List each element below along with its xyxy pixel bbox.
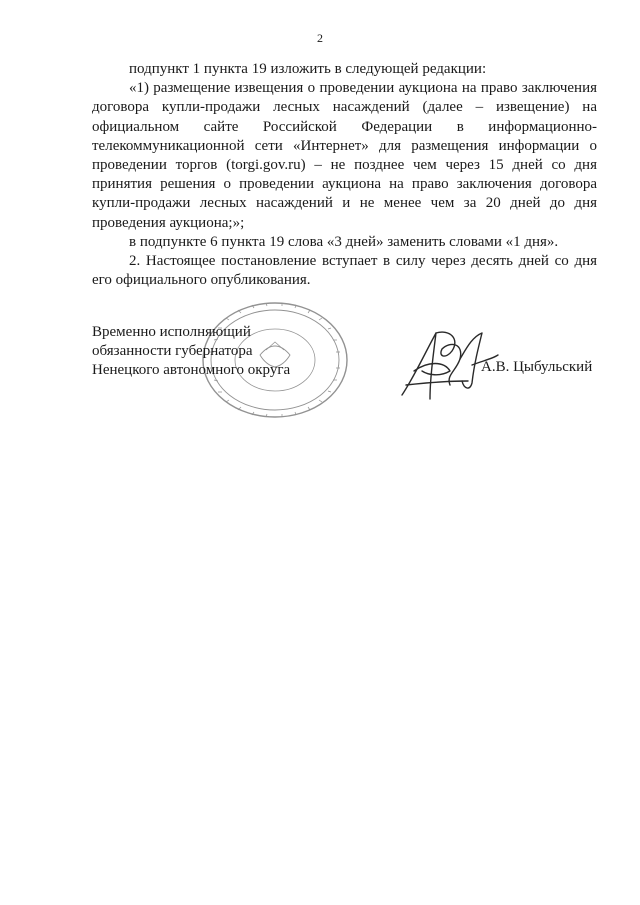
signatory-name: А.В. Цыбульский	[481, 359, 593, 375]
paragraph-effective-date: 2. Настоящее постановление вступает в силу через десять дней со дня его официального опубликования.	[92, 253, 597, 289]
signatory-title-line: Ненецкого автономного округа	[92, 362, 291, 379]
signatory-title	[92, 323, 290, 381]
paragraph-amendment-subitem-6: в подпункте 6 пункта 19 слова «3 дней» заменить словами «1 дня».	[129, 233, 559, 250]
signatory-title-line: обязанности губернатора	[92, 343, 253, 360]
page-number: 2	[317, 31, 323, 45]
paragraph-amendment-text: «1) размещение извещения о проведении аукциона на право заключения договора купли-продажи лесных насаждений (далее – извещение) на официальном сайте Российской Федерации в информационно-телекоммуникационной сети «Интернет» для размещения информации о проведении торгов (torgi.gov.ru) – не позднее чем через 15 дней со дня принятия решения о проведении аукциона на право заключения договора купли-продажи лесных насаждений и не менее чем за 20 дней до дня проведения аукциона;»;	[92, 80, 597, 231]
document-body	[92, 60, 597, 290]
signatory-title-line: Временно исполняющий	[92, 324, 251, 340]
paragraph-amendment-intro: подпункт 1 пункта 19 изложить в следующей редакции:	[129, 61, 487, 77]
